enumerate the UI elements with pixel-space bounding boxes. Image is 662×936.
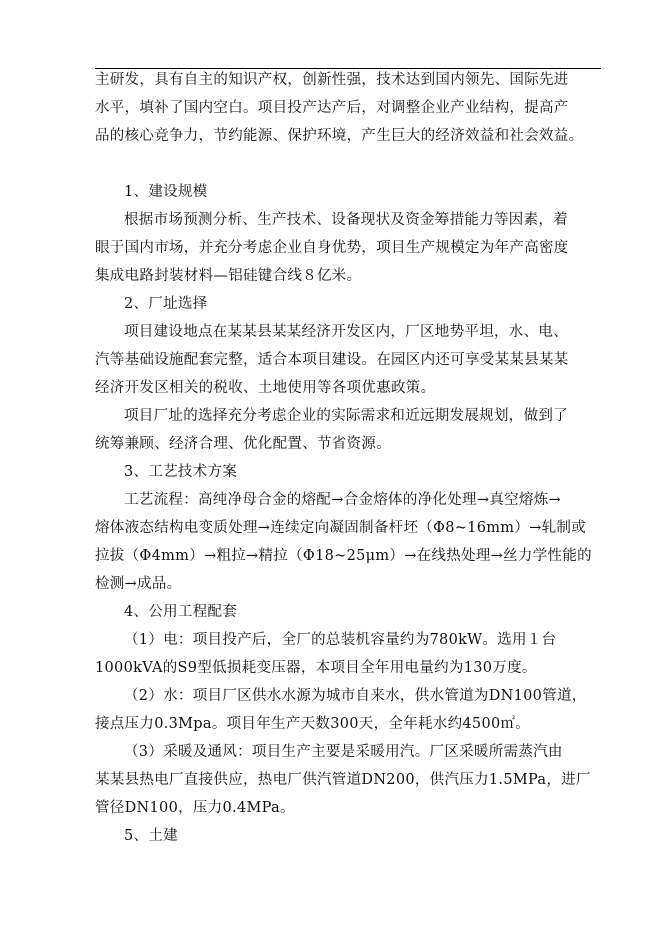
document-body	[95, 66, 603, 850]
paragraph-line: 熔体液态结构电变质处理→连续定向凝固制备杆坯（Φ8~16mm）→轧制或	[95, 520, 587, 536]
paragraph-line: 项目厂址的选择充分考虑企业的实际需求和近远期发展规划，做到了	[124, 408, 568, 424]
paragraph-line: 1000kVA的S9型低损耗变压器，本项目全年用电量约为130万度。	[95, 660, 537, 676]
paragraph-line: 主研发，具有自主的知识产权，创新性强，技术达到国内领先、国际先进	[95, 72, 569, 88]
paragraph-line: 品的核心竞争力，节约能源、保护环境，产生巨大的经济效益和社会效益。	[95, 128, 584, 144]
blank-line	[95, 150, 603, 178]
paragraph-line: 统筹兼顾、经济合理、优化配置、节省资源。	[95, 436, 391, 452]
paragraph-line: 拉拔（Φ4mm）→粗拉→精拉（Φ18~25μm）→在线热处理→丝力学性能的	[95, 548, 592, 564]
paragraph-line: 眼于国内市场，并充分考虑企业自身优势，项目生产规模定为年产高密度	[95, 240, 569, 256]
section-heading: 1、建设规模	[124, 184, 208, 200]
section-heading: 3、工艺技术方案	[124, 464, 238, 480]
paragraph-line: 管径DN100，压力0.4MPa。	[95, 800, 295, 816]
paragraph-line: 集成电路封装材料—铝硅键合线８亿米。	[95, 268, 362, 284]
paragraph-line: 检测→成品。	[95, 576, 182, 592]
paragraph-line: 工艺流程：高纯净母合金的熔配→合金熔体的净化处理→真空熔炼→	[124, 492, 561, 508]
paragraph-line: 某某县热电厂直接供应，热电厂供汽管道DN200，供汽压力1.5MPa，进厂	[95, 772, 591, 788]
section-heading: 2、厂址选择	[124, 296, 208, 312]
paragraph-line: 汽等基础设施配套完整，适合本项目建设。在园区内还可享受某某县某某	[95, 352, 569, 368]
section-heading: 4、公用工程配套	[124, 604, 238, 620]
paragraph-line: 水平，填补了国内空白。项目投产达产后，对调整企业产业结构，提高产	[95, 100, 569, 116]
paragraph-line: 接点压力0.3Mpa。项目年生产天数300天，全年耗水约4500㎡。	[95, 716, 531, 732]
paragraph-line: （2）水：项目厂区供水水源为城市自来水，供水管道为DN100管道，	[124, 688, 587, 704]
paragraph-line: （3）采暖及通风：项目生产主要是采暖用汽。厂区采暖所需蒸汽由	[124, 744, 563, 760]
paragraph-line: （1）电：项目投产后，全厂的总装机容量约为780kW。选用１台	[124, 632, 557, 648]
paragraph-line: 根据市场预测分析、生产技术、设备现状及资金筹措能力等因素，着	[124, 212, 568, 228]
section-heading: 5、土建	[124, 828, 178, 844]
paragraph-line: 经济开发区相关的税收、土地使用等各项优惠政策。	[95, 380, 436, 396]
paragraph-line: 项目建设地点在某某县某某经济开发区内，厂区地势平坦，水、电、	[124, 324, 568, 340]
